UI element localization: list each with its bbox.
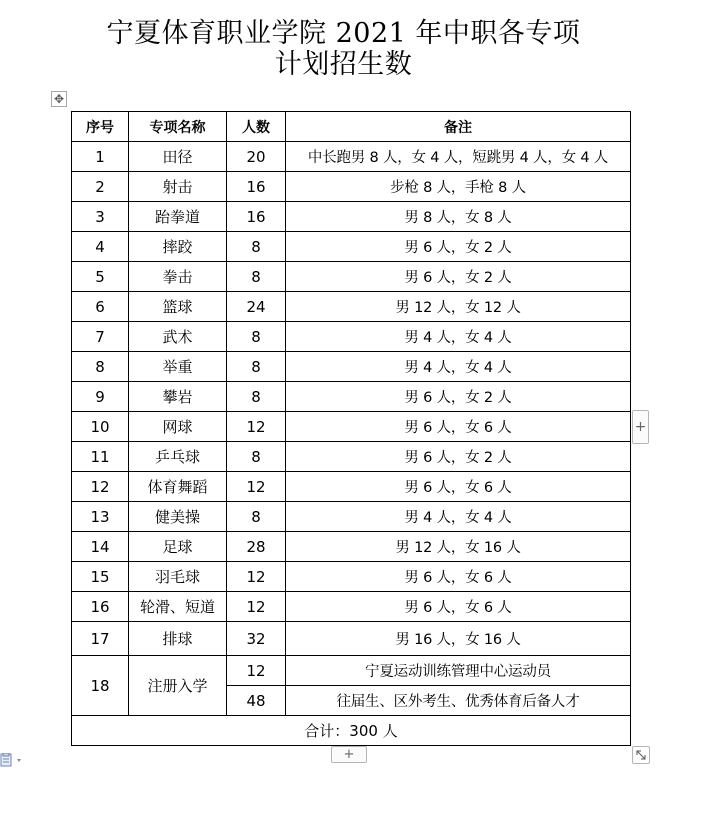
row-sport-name: 跆拳道	[129, 202, 227, 232]
row-sport-name: 乒乓球	[129, 442, 227, 472]
row-remark: 男 6 人，女 2 人	[286, 442, 631, 472]
total-row	[72, 716, 631, 746]
row-remark: 男 4 人，女 4 人	[286, 322, 631, 352]
row-sport-name: 网球	[129, 412, 227, 442]
row-sport-name: 篮球	[129, 292, 227, 322]
row-sport-name: 摔跤	[129, 232, 227, 262]
row-count: 28	[227, 532, 286, 562]
document-title-line1: 宁夏体育职业学院 2021 年中职各专项	[106, 18, 581, 49]
row-sport-name: 攀岩	[129, 382, 227, 412]
table-row	[72, 622, 631, 656]
header-remark: 备注	[286, 112, 631, 142]
row-count: 12	[227, 656, 286, 686]
row-number: 6	[72, 292, 129, 322]
row-number: 2	[72, 172, 129, 202]
row-remark: 男 6 人，女 2 人	[286, 262, 631, 292]
table-row	[72, 352, 631, 382]
row-remark: 步枪 8 人，手枪 8 人	[286, 172, 631, 202]
table-row	[72, 172, 631, 202]
row-number: 5	[72, 262, 129, 292]
table-row	[72, 442, 631, 472]
header-sport-name: 专项名称	[129, 112, 227, 142]
row-sport-name: 足球	[129, 532, 227, 562]
row-count: 8	[227, 232, 286, 262]
table-row	[72, 592, 631, 622]
row-count: 12	[227, 562, 286, 592]
row-remark: 男 6 人，女 6 人	[286, 472, 631, 502]
row-count: 8	[227, 262, 286, 292]
row-count: 12	[227, 592, 286, 622]
row-sport-name: 羽毛球	[129, 562, 227, 592]
row-remark: 男 4 人，女 4 人	[286, 502, 631, 532]
row-number: 10	[72, 412, 129, 442]
row-number: 1	[72, 142, 129, 172]
row-sport-name: 排球	[129, 622, 227, 656]
row-sport-name: 轮滑、短道	[129, 592, 227, 622]
table-row	[72, 656, 631, 686]
row-count: 20	[227, 142, 286, 172]
row-count: 12	[227, 472, 286, 502]
document-title-line2: 计划招生数	[274, 49, 413, 80]
table-row	[72, 292, 631, 322]
row-count: 16	[227, 172, 286, 202]
row-remark: 男 6 人，女 6 人	[286, 562, 631, 592]
table-row	[72, 472, 631, 502]
row-number: 14	[72, 532, 129, 562]
row-remark: 男 12 人，女 12 人	[286, 292, 631, 322]
row-remark: 男 6 人，女 6 人	[286, 412, 631, 442]
total-cell: 合计：300 人	[72, 716, 631, 746]
add-row-button[interactable]: +	[331, 746, 367, 763]
row-sport-name: 健美操	[129, 502, 227, 532]
row-remark: 往届生、区外考生、优秀体育后备人才	[286, 686, 631, 716]
header-row	[72, 112, 631, 142]
table-row	[72, 412, 631, 442]
row-remark: 男 6 人，女 2 人	[286, 232, 631, 262]
row-remark: 男 6 人，女 2 人	[286, 382, 631, 412]
table-row	[72, 322, 631, 352]
row-number: 7	[72, 322, 129, 352]
row-number: 15	[72, 562, 129, 592]
row-remark: 男 6 人，女 6 人	[286, 592, 631, 622]
header-count: 人数	[227, 112, 286, 142]
row-sport-name: 注册入学	[129, 656, 227, 716]
row-count: 8	[227, 322, 286, 352]
table-resize-icon[interactable]	[632, 746, 650, 764]
enrollment-table	[71, 111, 631, 746]
table-row	[72, 382, 631, 412]
table-move-icon[interactable]: ✥	[51, 91, 67, 107]
row-number: 4	[72, 232, 129, 262]
row-sport-name: 举重	[129, 352, 227, 382]
row-number: 9	[72, 382, 129, 412]
row-number: 11	[72, 442, 129, 472]
row-remark: 男 16 人，女 16 人	[286, 622, 631, 656]
row-count: 32	[227, 622, 286, 656]
row-number: 17	[72, 622, 129, 656]
row-number: 13	[72, 502, 129, 532]
row-count: 16	[227, 202, 286, 232]
row-number: 18	[72, 656, 129, 716]
table-row	[72, 232, 631, 262]
row-remark: 男 8 人，女 8 人	[286, 202, 631, 232]
row-remark: 中长跑男 8 人，女 4 人，短跳男 4 人，女 4 人	[286, 142, 631, 172]
table-row	[72, 532, 631, 562]
row-count: 8	[227, 442, 286, 472]
row-number: 12	[72, 472, 129, 502]
table-row	[72, 502, 631, 532]
row-remark: 宁夏运动训练管理中心运动员	[286, 656, 631, 686]
row-sport-name: 射击	[129, 172, 227, 202]
row-sport-name: 体育舞蹈	[129, 472, 227, 502]
resize-diagonal-icon	[633, 747, 649, 763]
row-sport-name: 拳击	[129, 262, 227, 292]
paste-options-icon[interactable]	[0, 752, 24, 766]
row-count: 8	[227, 502, 286, 532]
row-count: 24	[227, 292, 286, 322]
row-count: 8	[227, 352, 286, 382]
add-column-button[interactable]: +	[632, 410, 649, 444]
table-row	[72, 202, 631, 232]
table-row	[72, 142, 631, 172]
header-number: 序号	[72, 112, 129, 142]
table-row	[72, 262, 631, 292]
row-count: 48	[227, 686, 286, 716]
row-number: 8	[72, 352, 129, 382]
row-number: 16	[72, 592, 129, 622]
row-count: 8	[227, 382, 286, 412]
row-count: 12	[227, 412, 286, 442]
row-remark: 男 4 人，女 4 人	[286, 352, 631, 382]
table-row	[72, 562, 631, 592]
row-remark: 男 12 人，女 16 人	[286, 532, 631, 562]
row-sport-name: 武术	[129, 322, 227, 352]
row-sport-name: 田径	[129, 142, 227, 172]
row-number: 3	[72, 202, 129, 232]
